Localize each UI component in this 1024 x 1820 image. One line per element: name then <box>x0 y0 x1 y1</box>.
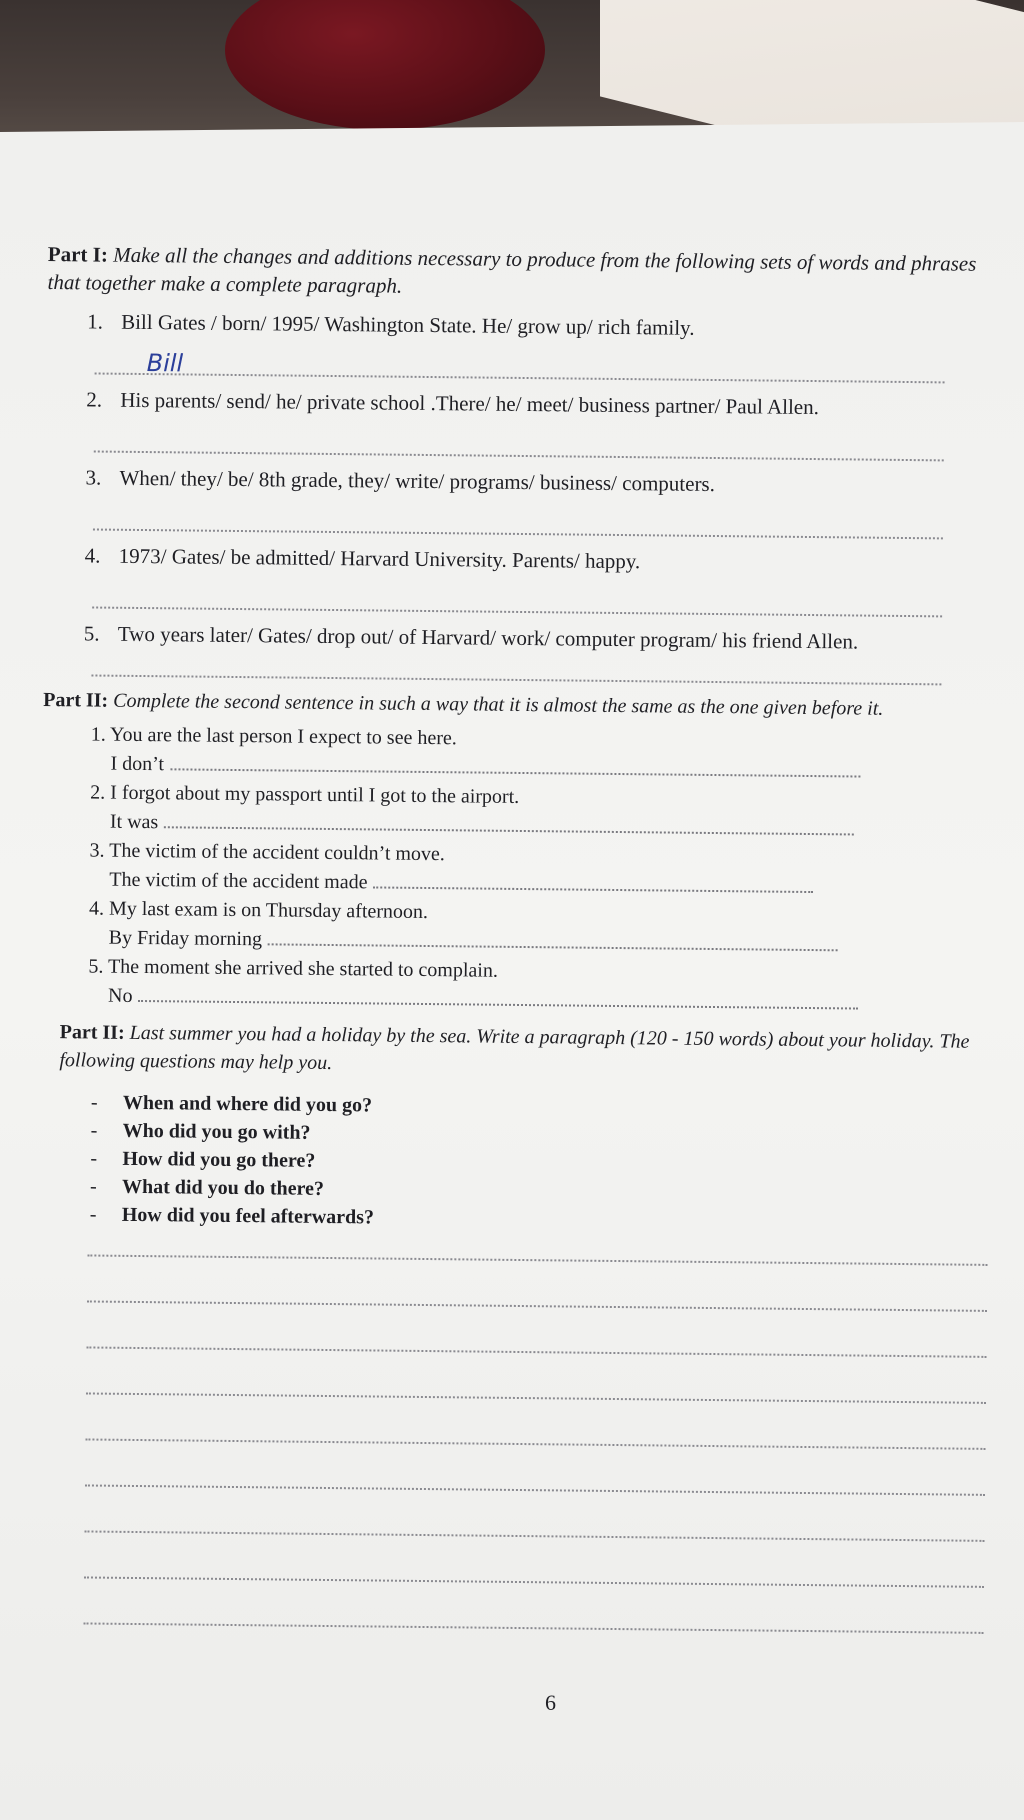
question-text: How did you feel afterwards? <box>121 1203 375 1229</box>
answer-dotted-line[interactable] <box>164 812 854 835</box>
item-text: His parents/ send/ he/ private school .There/ he/ meet/ business partner/ Paul Allen. <box>120 387 820 420</box>
item-number: 1. <box>87 309 104 334</box>
part3-heading <box>39 1018 1000 1084</box>
part3-instruction: Last summer you had a holiday by the sea. Write a paragraph (120 - 150 words) about your holiday. The following questions may help you. <box>59 1021 970 1075</box>
dash-bullet: - <box>90 1119 98 1142</box>
answer-dotted-line[interactable] <box>268 929 838 951</box>
question-text: When and where did you go? <box>122 1091 373 1117</box>
answer-line-2[interactable] <box>94 414 944 461</box>
item-number: 5. <box>83 621 100 646</box>
part2-instruction: Complete the second sentence in such a way that it is almost the same as the one given before it. <box>113 689 884 720</box>
page-number: 6 <box>545 1690 556 1715</box>
answer-start: No <box>107 984 133 1007</box>
item-number: 3. <box>85 465 102 490</box>
dash-bullet: - <box>90 1091 98 1114</box>
transform-question-2: 2. I forgot about my passport until I got to the airport. <box>90 781 520 808</box>
answer-start: I don’t <box>110 752 165 776</box>
part2-label: Part II: <box>43 688 109 712</box>
answer-start: It was <box>109 810 159 834</box>
transform-question-3: 3. The victim of the accident couldn’t move. <box>89 839 445 866</box>
item-number: 2. <box>86 387 103 412</box>
answer-dotted-line[interactable] <box>373 872 813 893</box>
item-number: 4. <box>84 543 101 568</box>
part3-label: Part II: <box>59 1021 125 1044</box>
answer-line-1[interactable] <box>95 336 945 383</box>
dash-bullet: - <box>89 1175 97 1198</box>
answer-dotted-line[interactable] <box>170 754 860 777</box>
answer-start: By Friday morning <box>108 926 263 951</box>
part2-exercise <box>88 720 1003 1020</box>
transform-question-4: 4. My last exam is on Thursday afternoon. <box>88 897 429 924</box>
dash-bullet: - <box>90 1147 98 1170</box>
transform-question-5: 5. The moment she arrived she started to complain. <box>88 955 499 982</box>
writing-area[interactable] <box>84 1238 998 1634</box>
answer-dotted-line[interactable] <box>138 986 858 1010</box>
question-text: How did you go there? <box>122 1147 316 1172</box>
item-text: Bill Gates / born/ 1995/ Washington State. He/ grow up/ rich family. <box>121 309 695 340</box>
part1-instruction: Make all the changes and additions necessary to produce from the following sets of words and phrases that together make a complete paragraph. <box>47 242 977 298</box>
dash-bullet: - <box>89 1203 97 1226</box>
transform-question-1: 1. You are the last person I expect to see here. <box>90 723 457 750</box>
part1-heading <box>47 240 1008 306</box>
answer-line-3[interactable] <box>93 492 943 539</box>
guide-questions <box>90 1088 999 1238</box>
writing-line[interactable] <box>84 1578 984 1633</box>
item-text: Two years later/ Gates/ drop out/ of Harvard/ work/ computer program/ his friend Allen. <box>117 621 859 654</box>
answer-start: The victim of the accident made <box>109 868 368 894</box>
question-text: What did you do there? <box>121 1175 325 1200</box>
worksheet-content <box>34 240 1008 1634</box>
question-text: Who did you go with? <box>122 1119 311 1144</box>
part1-label: Part I: <box>47 241 109 267</box>
item-text: 1973/ Gates/ be admitted/ Harvard University. Parents/ happy. <box>118 543 641 574</box>
part2-heading <box>43 686 1003 724</box>
item-text: When/ they/ be/ 8th grade, they/ write/ programs/ business/ computers. <box>119 465 716 496</box>
answer-line-4[interactable] <box>92 570 942 617</box>
handwritten-answer: Bill <box>146 349 184 378</box>
